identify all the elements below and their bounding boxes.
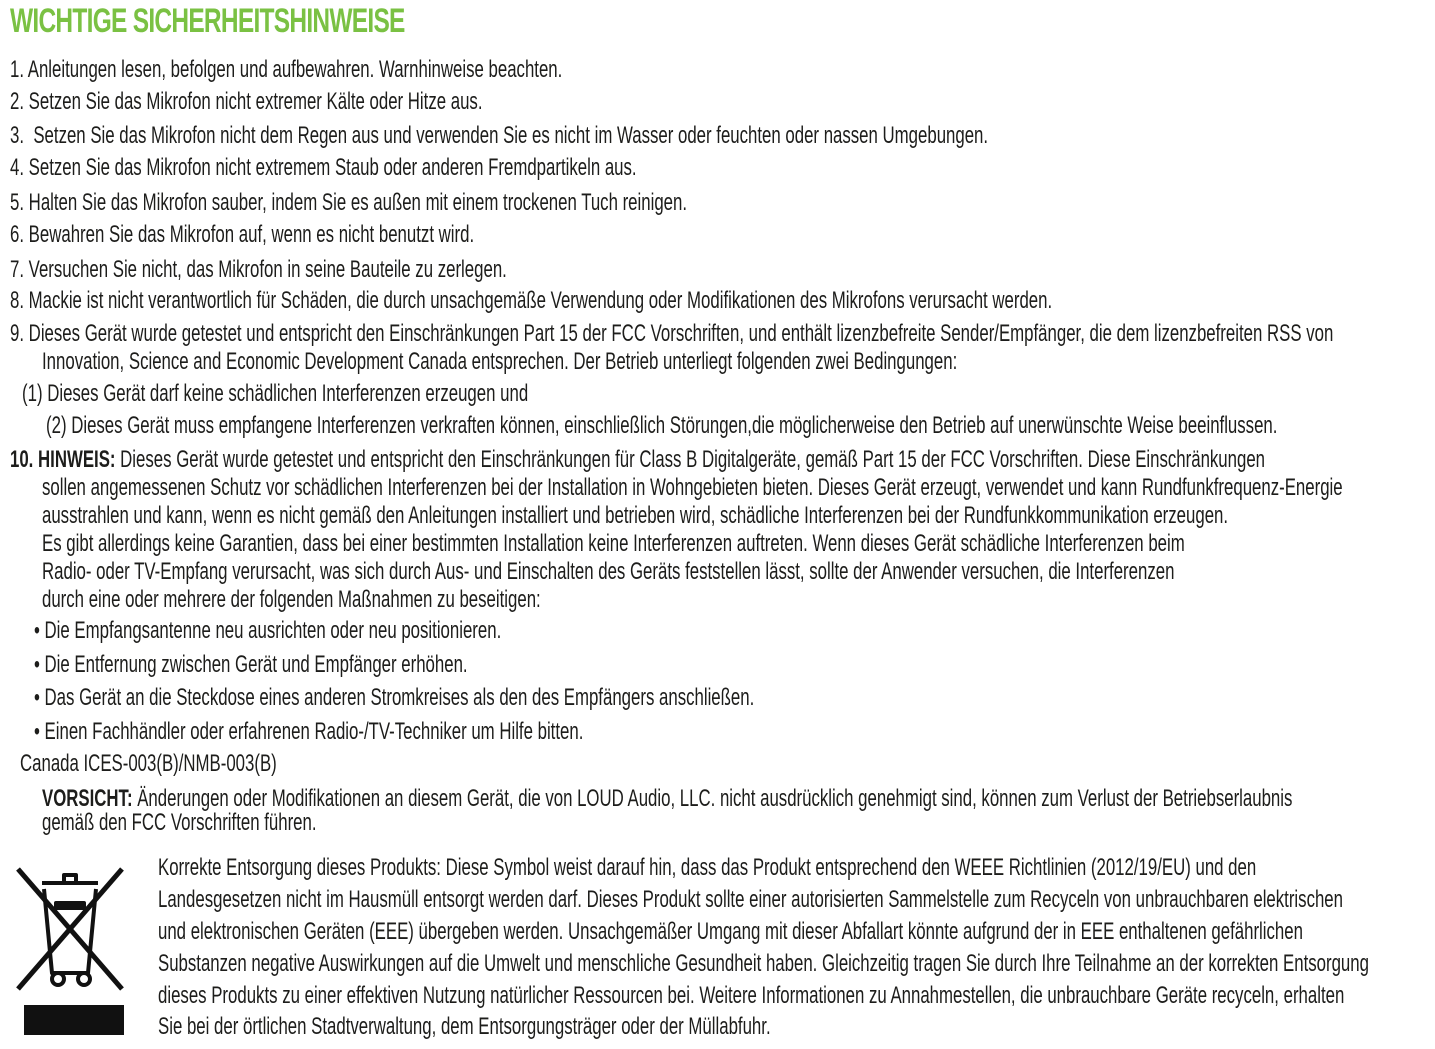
item-number: 4. (10, 154, 25, 181)
item-text: Dieses Gerät wurde getestet und entspricht den Einschränkungen Part 15 der FCC Vorschriften, und enthält lizenzbefreite Sender/Empfänger, die dem lizenzbefreiten RSS von (28, 320, 1334, 347)
list-item (10, 287, 1052, 315)
list-item (10, 256, 507, 284)
caution-label: VORSICHT: (42, 785, 133, 812)
item-number: 9. (10, 320, 25, 347)
item-text: Halten Sie das Mikrofon sauber, indem Sie es außen mit einem trockenen Tuch reinigen. (28, 189, 688, 216)
list-item (10, 221, 474, 249)
list-item (10, 56, 562, 84)
disposal-text: Substanzen negative Auswirkungen auf die Umwelt und menschliche Gesundheit haben. Gleichzeitig tragen Sie durch Ihre Teilnahme an der korrekten Entsorgung (158, 950, 1369, 977)
item-number: 5. (10, 189, 25, 216)
bullet-item: • Die Empfangsantenne neu ausrichten oder neu positionieren. (34, 617, 502, 644)
list-item (10, 189, 687, 217)
item-number: 8. (10, 287, 25, 314)
item-number: 6. (10, 221, 25, 248)
condition-1: (1) Dieses Gerät darf keine schädlichen Interferenzen erzeugen und (22, 380, 529, 407)
list-item (10, 88, 483, 116)
list-item (10, 446, 1265, 474)
canada-compliance: Canada ICES-003(B)/NMB-003(B) (20, 750, 277, 777)
weee-crossed-bin-icon (12, 855, 128, 995)
item-text-continued: Es gibt allerdings keine Garantien, dass bei einer bestimmten Installation keine Interferenzen auftreten. Wenn dieses Gerät schädliche Interferenzen beim (42, 530, 1185, 557)
item-text-continued: sollen angemessenen Schutz vor schädlichen Interferenzen bei der Installation in Wohngebieten bieten. Dieses Gerät erzeugt, verwendet und kann Rundfunkfrequenz-Energie (42, 474, 1343, 501)
disposal-text: Korrekte Entsorgung dieses Produkts: Diese Symbol weist darauf hin, dass das Produkt entsprechend den WEEE Richtlinien (2012/19/EU) und den (158, 854, 1257, 881)
item-text-continued: Innovation, Science and Economic Development Canada entsprechen. Der Betrieb unterliegt folgenden zwei Bedingungen: (42, 348, 958, 375)
item-number: 10. (10, 446, 34, 473)
item-text: Setzen Sie das Mikrofon nicht dem Regen aus und verwenden Sie es nicht im Wasser oder feuchten oder nassen Umgebungen. (33, 122, 989, 149)
bullet-item: • Das Gerät an die Steckdose eines anderen Stromkreises als den des Empfängers anschließen. (34, 684, 755, 711)
bullet-item: • Einen Fachhändler oder erfahrenen Radio-/TV-Techniker um Hilfe bitten. (34, 718, 584, 745)
item-text: Mackie ist nicht verantwortlich für Schäden, die durch unsachgemäße Verwendung oder Modifikationen des Mikrofons verursacht werden. (28, 287, 1053, 314)
item-text: Setzen Sie das Mikrofon nicht extremer Kälte oder Hitze aus. (28, 88, 483, 115)
page-title: WICHTIGE SICHERHEITSHINWEISE (10, 2, 405, 40)
bullet-item: • Die Entfernung zwischen Gerät und Empfänger erhöhen. (34, 651, 468, 678)
item-text: Versuchen Sie nicht, das Mikrofon in seine Bauteile zu zerlegen. (28, 256, 507, 283)
item-number: 7. (10, 256, 25, 283)
item-text-continued: Radio- oder TV-Empfang verursacht, was sich durch Aus- und Einschalten des Geräts feststellen lässt, sollte der Anwender versuchen, die Interferenzen (42, 558, 1175, 585)
item-text: Setzen Sie das Mikrofon nicht extremem Staub oder anderen Fremdpartikeln aus. (28, 154, 637, 181)
item-number: 2. (10, 88, 25, 115)
notice-label: HINWEIS: (38, 446, 116, 473)
disposal-text: dieses Produkts zu einer effektiven Nutzung natürlicher Ressourcen bei. Weitere Informationen zu Annahmestellen, die unbrauchbare Geräte recyceln, erhalten (158, 982, 1345, 1009)
caution-text: Änderungen oder Modifikationen an diesem Gerät, die von LOUD Audio, LLC. nicht ausdrücklich genehmigt sind, können zum Verlust der Betriebserlaubnis (137, 785, 1293, 812)
disposal-text: und elektronischen Geräten (EEE) übergeben werden. Unsachgemäßer Umgang mit dieser Abfallart könnte aufgrund der in EEE enthaltenen gefährlichen (158, 918, 1303, 945)
list-item (10, 320, 1333, 348)
condition-2: (2) Dieses Gerät muss empfangene Interferenzen verkraften können, einschließlich Störungen,die möglicherweise den Betrieb auf unerwünschte Weise beeinflussen. (46, 412, 1278, 439)
disposal-text: Landesgesetzen nicht im Hausmüll entsorgt werden darf. Dieses Produkt sollte einer autorisierten Sammelstelle zum Recyceln von unbrauchbaren elektrischen (158, 886, 1344, 913)
item-number: 3. (10, 122, 25, 149)
disposal-text: Sie bei der örtlichen Stadtverwaltung, dem Entsorgungsträger oder der Müllabfuhr. (158, 1013, 771, 1040)
item-text: Dieses Gerät wurde getestet und entspricht den Einschränkungen für Class B Digitalgeräte, gemäß Part 15 der FCC Vorschriften. Diese Einschränkungen (120, 446, 1266, 473)
list-item (10, 122, 988, 150)
item-text: Bewahren Sie das Mikrofon auf, wenn es nicht benutzt wird. (28, 221, 475, 248)
caution-text-continued: gemäß den FCC Vorschriften führen. (42, 809, 317, 836)
list-item (10, 154, 637, 182)
weee-bar (24, 1005, 124, 1035)
item-text: Anleitungen lesen, befolgen und aufbewahren. Warnhinweise beachten. (27, 56, 563, 83)
item-text-continued: ausstrahlen und kann, wenn es nicht gemäß den Anleitungen installiert und betrieben wird, schädliche Interferenzen bei der Rundfunkkommunikation erzeugen. (42, 502, 1229, 529)
item-number: 1. (10, 56, 25, 83)
item-text-continued: durch eine oder mehrere der folgenden Maßnahmen zu beseitigen: (42, 586, 541, 613)
